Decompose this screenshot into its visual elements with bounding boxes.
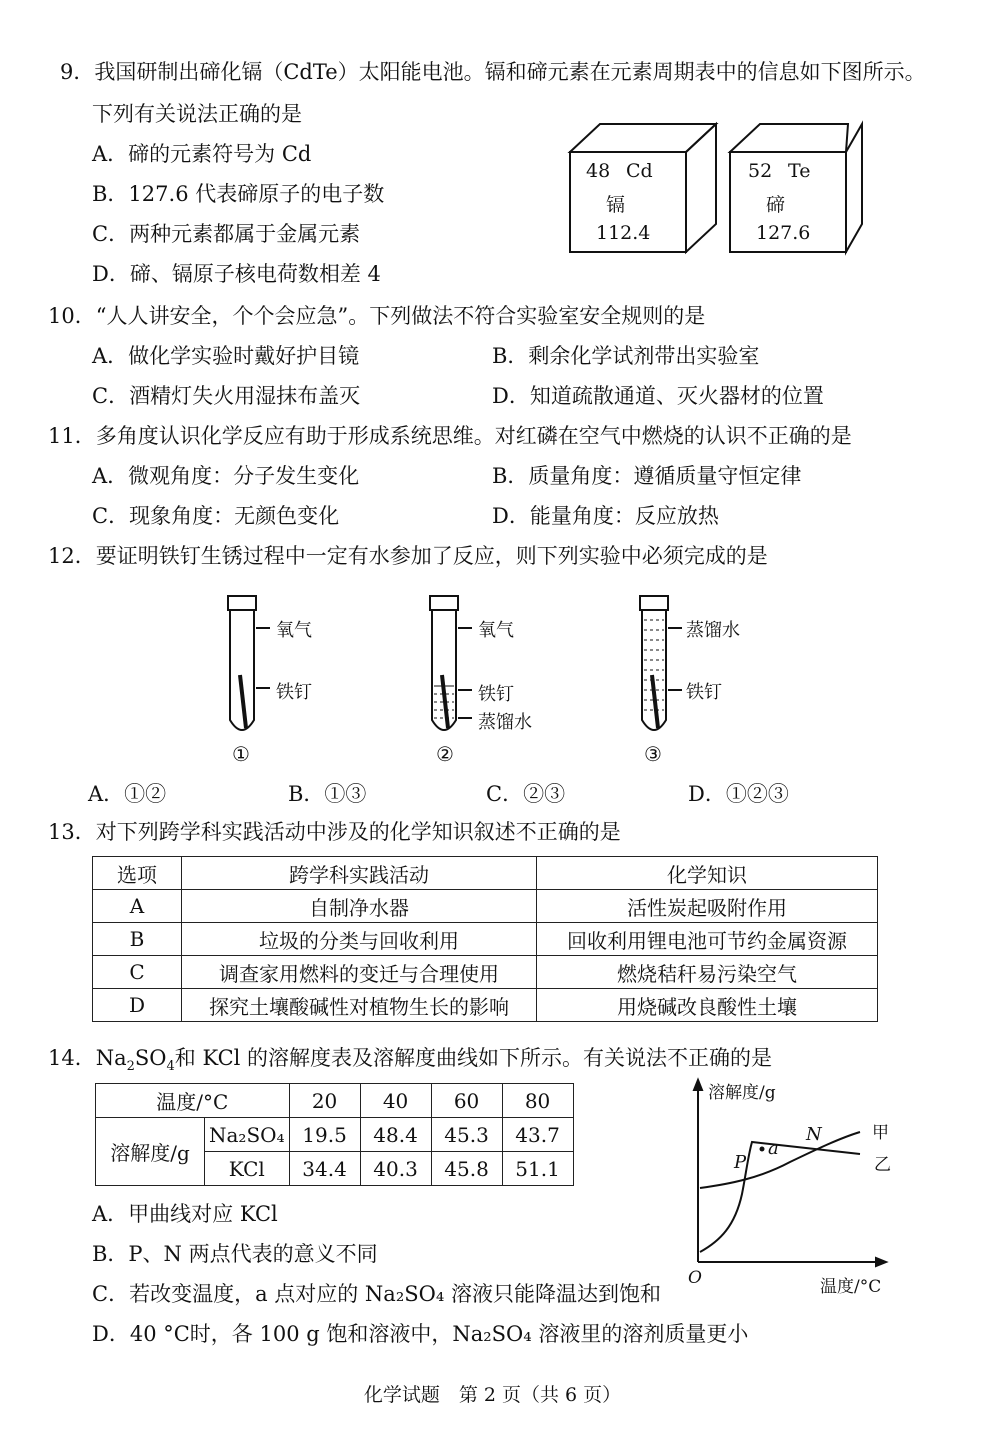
y-axis-arrow [694, 1080, 702, 1090]
q14-row-name: KCl [205, 1152, 290, 1186]
q12-option-c: C．②③ [486, 782, 566, 806]
q14-temp: 80 [502, 1084, 573, 1118]
curve-label-yi: 乙 [874, 1155, 891, 1175]
q13-cell: 垃圾的分类与回收利用 [182, 923, 537, 956]
te-mass: 127.6 [756, 222, 811, 244]
q14-value: 45.8 [431, 1152, 502, 1186]
solubility-graph [680, 1076, 895, 1296]
q14-option-d: D．40 °C时，各 100 g 饱和溶液中，Na₂SO₄ 溶液里的溶剂质量更小 [92, 1322, 749, 1346]
te-symbol: Te [788, 160, 811, 182]
tube-2 [430, 596, 472, 730]
test-tubes-figure [200, 590, 720, 750]
tube3-label-nail: 铁钉 [686, 682, 722, 703]
point-p-label: P [734, 1152, 747, 1173]
q13-stem: 13．对下列跨学科实践活动中涉及的化学知识叙述不正确的是 [48, 820, 621, 844]
q14-stem-pre: 14．Na [48, 1046, 127, 1070]
point-n-label: N [806, 1124, 822, 1145]
q11-option-c: C．现象角度：无颜色变化 [92, 504, 340, 528]
q14-temp-label: 温度/°C [96, 1084, 290, 1118]
q14-sol-label: 溶解度/g [96, 1118, 205, 1186]
q13-cell: 回收利用锂电池可节约金属资源 [537, 923, 878, 956]
table-row [93, 956, 878, 989]
te-number: 52 [748, 160, 773, 182]
point-a-label: a [768, 1138, 779, 1159]
tube-3 [640, 596, 682, 730]
q13-header-option: 选项 [93, 857, 182, 890]
q14-stem-mid: SO [134, 1046, 167, 1070]
q10-option-c: C．酒精灯失火用湿抹布盖灭 [92, 384, 361, 408]
q10-option-a: A．做化学实验时戴好护目镜 [92, 344, 360, 368]
q12-option-b: B．①③ [288, 782, 367, 806]
q9-option-c: C．两种元素都属于金属元素 [92, 222, 361, 246]
curve-na2so4 [700, 1142, 860, 1252]
table-row [96, 1118, 574, 1152]
curve-label-jia: 甲 [872, 1123, 889, 1143]
table-row [93, 989, 878, 1022]
q12-option-d: D．①②③ [688, 782, 789, 806]
q13-cell: D [93, 989, 182, 1022]
graph-origin: O [688, 1268, 702, 1288]
q13-cell: 自制净水器 [182, 890, 537, 923]
q11-option-d: D．能量角度：反应放热 [492, 504, 719, 528]
te-name: 碲 [766, 194, 786, 216]
curve-kcl [700, 1132, 860, 1188]
q13-cell: B [93, 923, 182, 956]
q11-stem: 11．多角度认识化学反应有助于形成系统思维。对红磷在空气中燃烧的认识不正确的是 [48, 424, 852, 448]
q11-option-a: A．微观角度：分子发生变化 [92, 464, 360, 488]
tube1-label-nail: 铁钉 [276, 682, 312, 703]
q11-option-b: B．质量角度：遵循质量守恒定律 [492, 464, 802, 488]
tube3-number: ③ [644, 742, 662, 766]
q13-table [92, 856, 878, 1022]
q14-value: 48.4 [360, 1118, 431, 1152]
q13-cell: C [93, 956, 182, 989]
q14-temp: 60 [431, 1084, 502, 1118]
q10-stem: 10．“人人讲安全，个个会应急”。下列做法不符合实验室安全规则的是 [48, 304, 706, 328]
q9-option-a: A．碲的元素符号为 Cd [92, 142, 312, 166]
q10-option-d: D．知道疏散通道、灭火器材的位置 [492, 384, 824, 408]
q14-option-a: A．甲曲线对应 KCl [92, 1202, 278, 1226]
q9-stem-line1: 9．我国研制出碲化镉（CdTe）太阳能电池。镉和碲元素在元素周期表中的信息如下图所示。 [60, 60, 926, 84]
q14-temp: 20 [289, 1084, 360, 1118]
cd-number: 48 [586, 160, 611, 182]
q14-value: 19.5 [289, 1118, 360, 1152]
q12-option-a: A．①② [88, 782, 167, 806]
tube1-number: ① [232, 742, 250, 766]
tube2-label-nail: 铁钉 [478, 684, 514, 705]
q10-option-b: B．剩余化学试剂带出实验室 [492, 344, 760, 368]
q13-cell: A [93, 890, 182, 923]
tube2-number: ② [436, 742, 454, 766]
q13-cell: 用烧碱改良酸性土壤 [537, 989, 878, 1022]
q14-row-name: Na₂SO₄ [205, 1118, 290, 1152]
q14-value: 45.3 [431, 1118, 502, 1152]
q14-solubility-table [95, 1083, 574, 1186]
q14-value: 51.1 [502, 1152, 573, 1186]
q13-cell: 燃烧秸秆易污染空气 [537, 956, 878, 989]
q14-temp: 40 [360, 1084, 431, 1118]
table-row [96, 1084, 574, 1118]
q13-header-activity: 跨学科实践活动 [182, 857, 537, 890]
q13-header-knowledge: 化学知识 [537, 857, 878, 890]
x-axis-arrow [876, 1258, 886, 1266]
q13-cell: 调查家用燃料的变迁与合理使用 [182, 956, 537, 989]
cd-name: 镉 [606, 194, 626, 216]
tube3-label-water: 蒸馏水 [686, 620, 740, 641]
tube2-label-water: 蒸馏水 [478, 712, 532, 733]
q14-value: 43.7 [502, 1118, 573, 1152]
graph-xlabel: 温度/°C [820, 1277, 882, 1297]
page-footer: 化学试题 第 2 页（共 6 页） [363, 1384, 622, 1406]
q13-cell: 探究土壤酸碱性对植物生长的影响 [182, 989, 537, 1022]
q14-option-b: B．P、N 两点代表的意义不同 [92, 1242, 378, 1266]
tube2-label-gas: 氧气 [478, 620, 514, 641]
table-row [93, 923, 878, 956]
tube1-label-gas: 氧气 [276, 620, 312, 641]
q14-value: 40.3 [360, 1152, 431, 1186]
q13-cell: 活性炭起吸附作用 [537, 890, 878, 923]
q9-stem-line2: 下列有关说法正确的是 [92, 102, 302, 126]
cd-mass: 112.4 [596, 222, 651, 244]
q14-option-c: C．若改变温度，a 点对应的 Na₂SO₄ 溶液只能降温达到饱和 [92, 1282, 661, 1306]
q12-stem: 12．要证明铁钉生锈过程中一定有水参加了反应，则下列实验中必须完成的是 [48, 544, 768, 568]
table-row [93, 890, 878, 923]
cd-symbol: Cd [626, 160, 653, 182]
q9-option-b: B．127.6 代表碲原子的电子数 [92, 182, 385, 206]
q9-option-d: D．碲、镉原子核电荷数相差 4 [92, 262, 381, 286]
tube-1 [228, 596, 270, 730]
graph-ylabel: 溶解度/g [708, 1083, 776, 1103]
q14-value: 34.4 [289, 1152, 360, 1186]
q14-stem: 14．$Na_2SO_4$和 KCl 的溶解度表及溶解度曲线如下所示。有关说法不正确的是 [48, 1046, 773, 1075]
q13-header-row [93, 857, 878, 890]
q14-stem-post: 和 KCl 的溶解度表及溶解度曲线如下所示。有关说法不正确的是 [174, 1046, 773, 1070]
point-a-marker [760, 1147, 765, 1152]
